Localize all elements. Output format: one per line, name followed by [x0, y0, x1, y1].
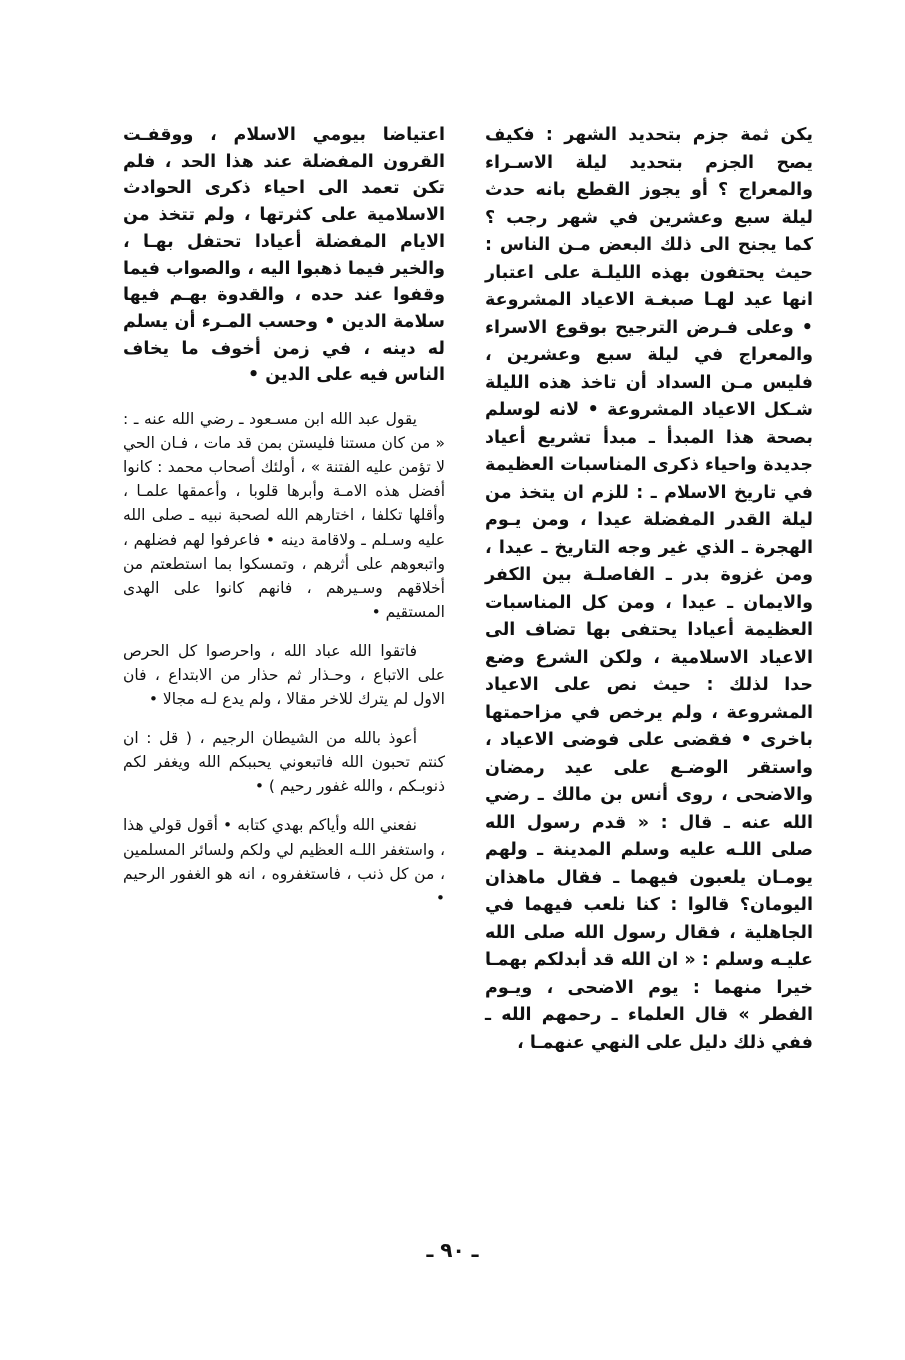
left-paragraph-3: فاتقوا الله عباد الله ، واحرصوا كل الحرص على الاتباع ، وحـذار ثم حذار من الابتداع ، فان الاول لم يترك للاخر مقالا ، ولم يدع لـه مجالا • — [123, 641, 445, 709]
page-number: ـ ٩٠ ـ — [426, 1238, 479, 1262]
left-paragraph-2: يقول عبد الله ابن مسـعود ـ رضي الله عنه ـ : « من كان مستنا فليستن بمن قد مات ، فـان الحي لا تؤمن عليه الفتنة » ، أولئك أصحاب محمد : كانوا أفضل هذه الامـة وأبرها قلوبا ، وأعمقها علمـا ، وأقلها تكلفا ، اختارهم الله لصحبة نبيه ـ صلى الله عليه وسـلم ـ ولاقامة دينه • فاعرفوا لهم فضلهم ، واتبعوهم على أثرهم ، وتمسكوا بما استطعتم من أخلاقهم وسـيرهم ، فانهم كانوا على الهدى المستقيم • — [123, 410, 445, 621]
left-paragraph-5: نفعني الله وأياكم بهدي كتابه • أقول قولي هذا ، واستغفر اللـه العظيم لي ولكم ولسائر المسلمين ، من كل ذنب ، فاستغفروه ، انه هو الغفور الرحيم • — [123, 816, 445, 907]
right-column-paragraph: يكن ثمة جزم بتحديد الشهر : فكيف يصح الجزم بتحديد ليلة الاسـراء والمعراج ؟ أو يجوز القطع بانه حدث ليلة سبع وعشرين في شهر رجب ؟ كما يجنح الى ذلك البعض مـن الناس : حيث يحتفون بهذه الليلـة على اعتبار انها عيد لهـا صبغـة الاعياد المشروعة • وعلى فـرض الترجيح بوقوع الاسراء والمعراج في ليلة سبع وعشرين ، فليس مـن السداد أن تاخذ هذه الليلة شـكل الاعياد المشروعة • لانه لوسلم بصحة هذا المبدأ ـ مبدأ تشريع أعياد جديدة واحياء ذكرى المناسبات العظيمة في تاريخ الاسلام ـ : للزم ان يتخذ من ليلة القدر المفضلة عيدا ، ومن يـوم الهجرة ـ الذي غير وجه التاريخ ـ عيدا ، ومن غزوة بدر ـ الفاصلـة بين الكفر والايمان ـ عيدا ، ومن كل المناسبات العظيمة أعيادا يحتفى بها تضاف الى الاعياد الاسلامية ، ولكن الشرع وضع حدا لذلك : حيث نص على الاعياد المشروعة ، ولم يرخص في مزاحمتها باخرى • فقضى على فوضى الاعياد ، واستقر الوضـع على عيد رمضان والاضحى ، روى أنس بن مالك ـ رضي الله عنه ـ قال : « قدم رسول الله صلى اللـه عليه وسلم المدينة ـ ولهم يومـان يلعبون فيهما ـ فقال ماهذان اليومان؟ قالوا : كنا نلعب فيهما في الجاهلية ، فقال رسول الله صلى الله عليـه وسلم : « ان الله قد أبدلكم بهمـا خيرا منهما : يوم الاضحى ، ويـوم الفطر » قال العلماء ـ رحمهم الله ـ ففي ذلك دليل على النهي عنهمـا ، — [485, 125, 813, 1053]
left-column — [123, 122, 445, 925]
right-column — [485, 122, 813, 1057]
left-paragraph-1: اعتياضا بيومي الاسلام ، ووقفـت القرون المفضلة عند هذا الحد ، فلم تكن تعمد الى احياء ذكرى الحوادث الاسلامية على كثرتها ، ولم تتخذ من الايام المفضلة أعيادا تحتفل بهـا ، والخير فيما ذهبوا اليه ، والصواب فيما وقفوا عند حده ، والقدوة بهـم فيها سلامة الدين • وحسب المـرء أن يسلم له دينه ، في زمن أخوف ما يخاف الناس فيه على الدين • — [123, 125, 445, 386]
left-paragraph-4: أعوذ بالله من الشيطان الرجيم ، ( قل : ان كنتم تحبون الله فاتبعوني يحببكم الله ويغفر لكم ذنوبـكم ، والله غفور رحيم ) • — [123, 729, 445, 796]
